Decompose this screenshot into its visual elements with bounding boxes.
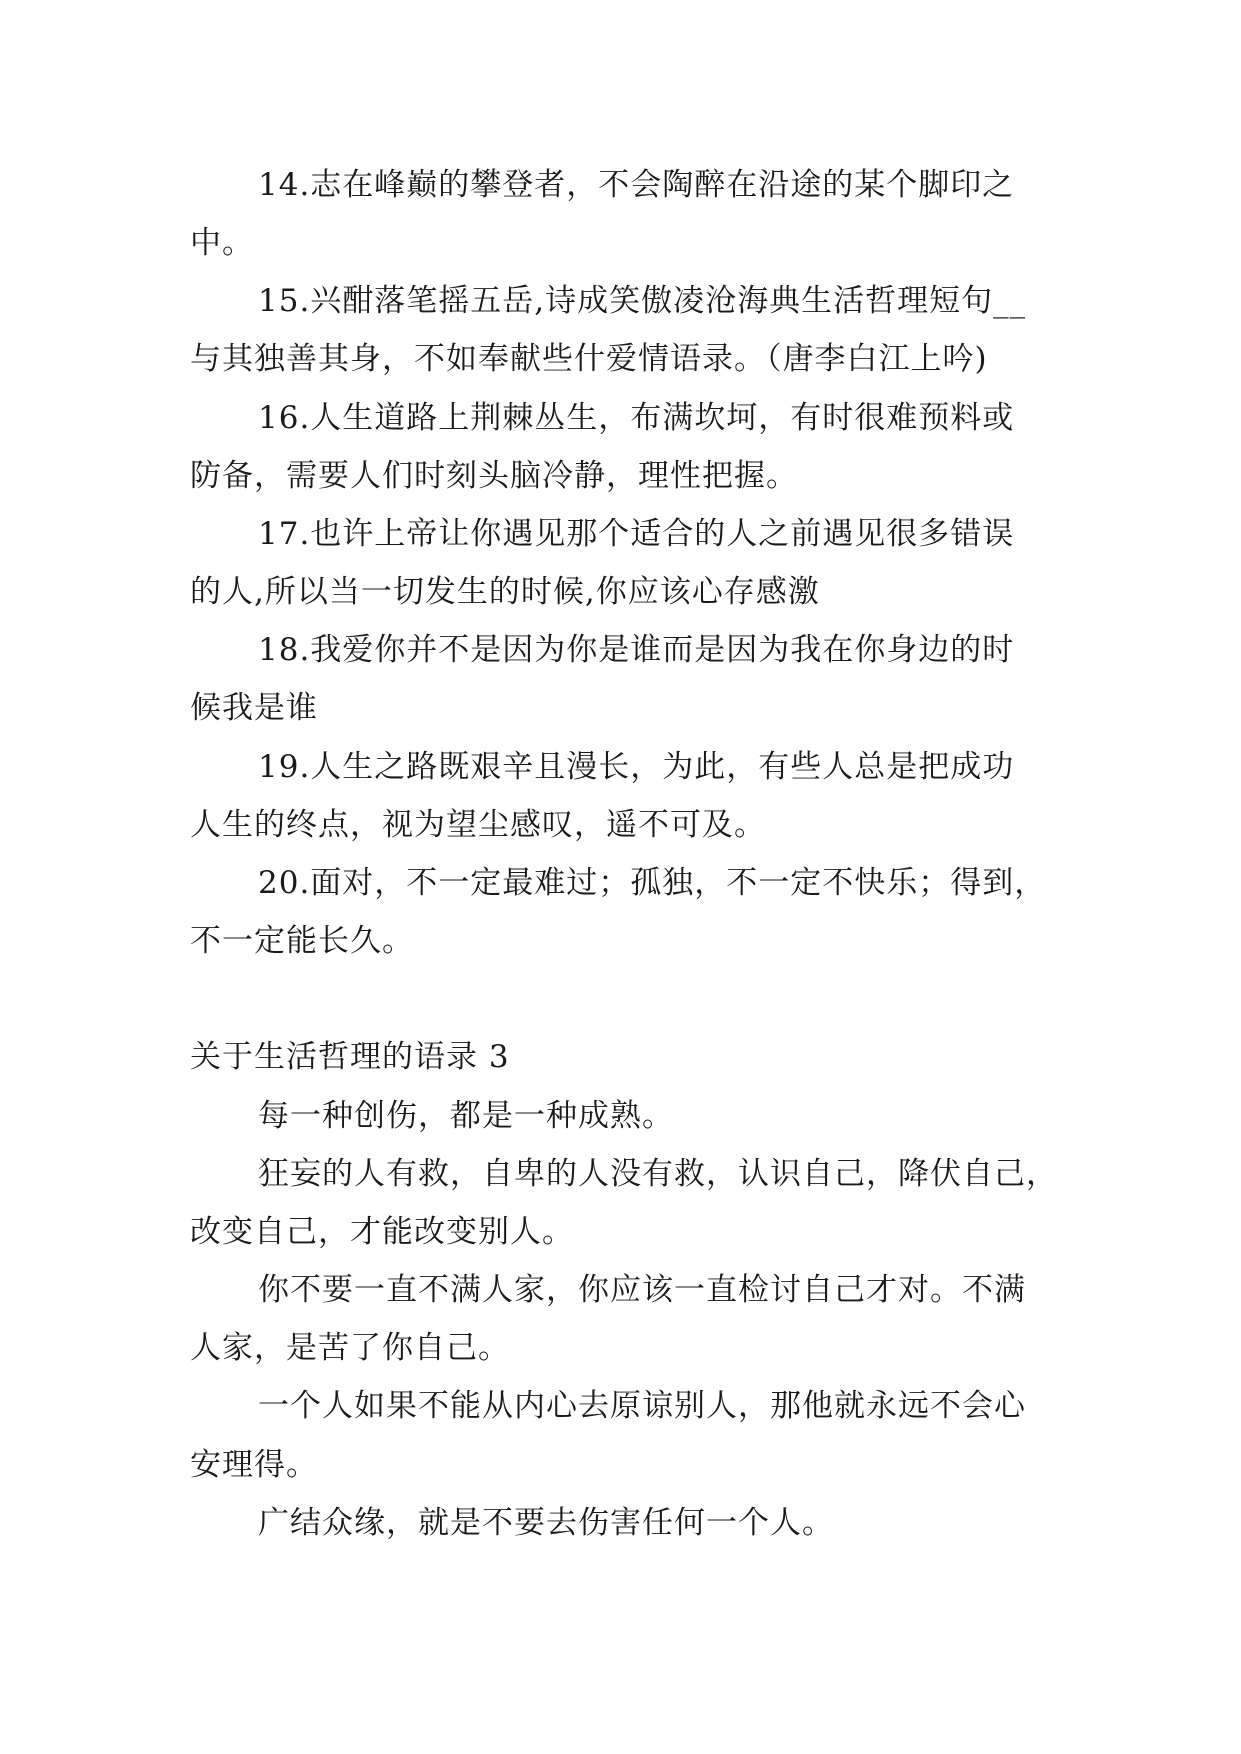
item-19-line-1: 19.人生之路既艰辛且漫长，为此，有些人总是把成功 [258,749,1015,785]
item-20-line-1: 20.面对，不一定最难过；孤独，不一定不快乐；得到， [258,865,1047,901]
item-17-line-2: 的人,所以当一切发生的时候,你应该心存感激 [190,574,820,610]
section-paragraph-4-line-2: 安理得。 [190,1447,318,1483]
item-14-line-1: 14.志在峰巅的攀登者，不会陶醉在沿途的某个脚印之 [258,167,1015,203]
section-paragraph-4-line-1: 一个人如果不能从内心去原谅别人，那他就永远不会心 [258,1388,1026,1424]
item-15-line-2: 与其独善其身，不如奉献些什爱情语录。（唐李白江上吟) [190,341,988,377]
item-17-line-1: 17.也许上帝让你遇见那个适合的人之前遇见很多错误 [258,516,1015,552]
section-paragraph-3-line-2: 人家，是苦了你自己。 [190,1330,510,1366]
item-18-line-2: 候我是谁 [190,690,318,726]
section-paragraph-2-line-2: 改变自己，才能改变别人。 [190,1214,574,1250]
item-16-line-2: 防备，需要人们时刻头脑冷静，理性把握。 [190,458,798,494]
item-14-line-2: 中。 [190,225,254,261]
item-15-line-1: 15.兴酣落笔摇五岳,诗成笑傲凌沧海典生活哲理短句__ [258,283,1027,319]
item-18-line-1: 18.我爱你并不是因为你是谁而是因为我在你身边的时 [258,632,1015,668]
section-paragraph-5-line-1: 广结众缘，就是不要去伤害任何一个人。 [258,1505,834,1541]
item-20-line-2: 不一定能长久。 [190,923,414,959]
section-heading: 关于生活哲理的语录 3 [190,1039,510,1075]
section-paragraph-2-line-1: 狂妄的人有救，自卑的人没有救，认识自己，降伏自己， [258,1156,1058,1192]
item-19-line-2: 人生的终点，视为望尘感叹，遥不可及。 [190,807,766,843]
section-paragraph-3-line-1: 你不要一直不满人家，你应该一直检讨自己才对。不满 [258,1272,1026,1308]
item-16-line-1: 16.人生道路上荆棘丛生，布满坎坷，有时很难预料或 [258,400,1015,436]
section-paragraph-1-line-1: 每一种创伤，都是一种成熟。 [258,1098,674,1134]
